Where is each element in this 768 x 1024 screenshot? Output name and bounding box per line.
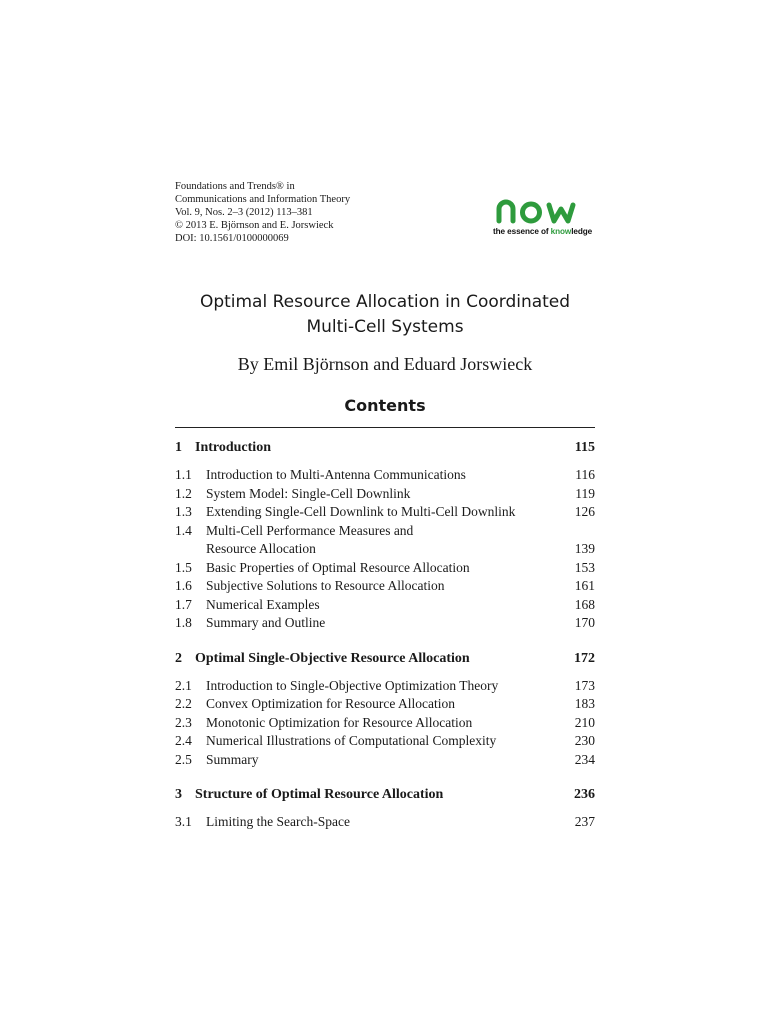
section-page: 183	[574, 696, 595, 711]
chapter-page: 236	[574, 787, 595, 802]
section-number: 1.2	[175, 485, 192, 501]
journal-line: Communications and Information Theory	[175, 194, 351, 205]
toc-chapter[interactable]	[175, 436, 595, 460]
volume-line: Vol. 9, Nos. 2–3 (2012) 113–381	[175, 207, 313, 218]
series-line: Foundations and Trends® in	[175, 181, 295, 192]
section-title-continued: Resource Allocation	[206, 541, 316, 556]
section-page: 234	[574, 751, 595, 767]
section-number: 2.2	[175, 696, 192, 711]
chapter-title: Optimal Single-Objective Resource Allocation	[195, 650, 470, 666]
paper-title	[175, 290, 595, 340]
section-number: 1.8	[175, 615, 192, 630]
toc-section[interactable]	[175, 813, 595, 832]
section-page: 230	[574, 733, 595, 748]
section-page: 210	[574, 714, 595, 730]
toc-section[interactable]	[175, 503, 595, 522]
section-number: 2.5	[175, 751, 192, 767]
section-title: Limiting the Search-Space	[206, 814, 350, 829]
section-title: Summary and Outline	[206, 615, 326, 630]
section-number: 2.4	[175, 733, 192, 748]
chapter-number: 2	[175, 650, 182, 666]
toc-section[interactable]	[175, 596, 595, 615]
section-page: 116	[575, 467, 595, 482]
section-title: Basic Properties of Optimal Resource Allocation	[206, 559, 470, 575]
copyright-line: © 2013 E. Björnson and E. Jorswieck	[175, 220, 334, 231]
authors: By Emil Björnson and Eduard Jorswieck	[237, 354, 533, 374]
section-page: 139	[574, 541, 595, 556]
toc-section[interactable]	[175, 614, 595, 633]
section-title: Subjective Solutions to Resource Allocation	[206, 578, 445, 593]
chapter-title: Structure of Optimal Resource Allocation	[195, 787, 444, 802]
toc-section[interactable]	[175, 732, 595, 751]
section-page: 153	[574, 559, 595, 575]
contents-heading: Contents	[344, 396, 426, 415]
section-title: System Model: Single-Cell Downlink	[206, 485, 411, 501]
section-number: 1.6	[175, 578, 192, 593]
chapter-page: 115	[574, 440, 595, 455]
section-title: Summary	[206, 751, 259, 767]
publication-info	[175, 180, 405, 245]
toc-section[interactable]	[175, 522, 595, 559]
divider	[175, 427, 595, 428]
toc-section[interactable]	[175, 677, 595, 696]
section-title: Convex Optimization for Resource Allocation	[206, 696, 455, 711]
section-number: 1.4	[175, 522, 192, 538]
section-page: 168	[574, 596, 595, 612]
toc-section[interactable]	[175, 559, 595, 578]
section-title: Numerical Examples	[206, 596, 320, 612]
section-page: 161	[574, 578, 595, 593]
section-number: 1.5	[175, 559, 192, 575]
now-logo-mark	[493, 197, 593, 225]
chapter-title: Introduction	[195, 440, 271, 455]
section-number: 1.1	[175, 467, 192, 482]
section-page: 170	[574, 615, 595, 630]
section-number: 3.1	[175, 814, 192, 829]
doi-line: DOI: 10.1561/0100000069	[175, 233, 289, 244]
section-title: Introduction to Multi-Antenna Communications	[206, 467, 466, 482]
now-publishers-logo	[493, 197, 595, 236]
toc-section[interactable]	[175, 485, 595, 504]
section-title: Numerical Illustrations of Computational Complexity	[206, 733, 497, 748]
toc-chapter[interactable]	[175, 783, 595, 807]
logo-tagline: the essence of knowledge	[493, 227, 593, 236]
toc-section[interactable]	[175, 751, 595, 770]
toc-section[interactable]	[175, 466, 595, 485]
section-number: 2.3	[175, 714, 192, 730]
toc-section[interactable]	[175, 695, 595, 714]
section-title: Extending Single-Cell Downlink to Multi-Cell Downlink	[206, 504, 516, 519]
toc-section[interactable]	[175, 577, 595, 596]
section-number: 1.3	[175, 504, 192, 519]
section-title: Multi-Cell Performance Measures and	[206, 522, 414, 538]
chapter-number: 1	[175, 440, 182, 455]
toc-chapter[interactable]	[175, 647, 595, 671]
section-page: 126	[574, 504, 595, 519]
section-title: Monotonic Optimization for Resource Allocation	[206, 714, 473, 730]
chapter-number: 3	[175, 787, 182, 802]
section-number: 1.7	[175, 596, 192, 612]
section-number: 2.1	[175, 677, 192, 693]
toc-section[interactable]	[175, 714, 595, 733]
title-line-1: Optimal Resource Allocation in Coordinated	[199, 292, 571, 312]
section-page: 237	[574, 814, 595, 829]
title-line-2: Multi-Cell Systems	[306, 317, 464, 337]
section-title: Introduction to Single-Objective Optimization Theory	[206, 677, 499, 693]
section-page: 119	[575, 485, 595, 501]
section-page: 173	[574, 677, 595, 693]
table-of-contents	[175, 436, 595, 846]
chapter-page: 172	[574, 650, 595, 666]
